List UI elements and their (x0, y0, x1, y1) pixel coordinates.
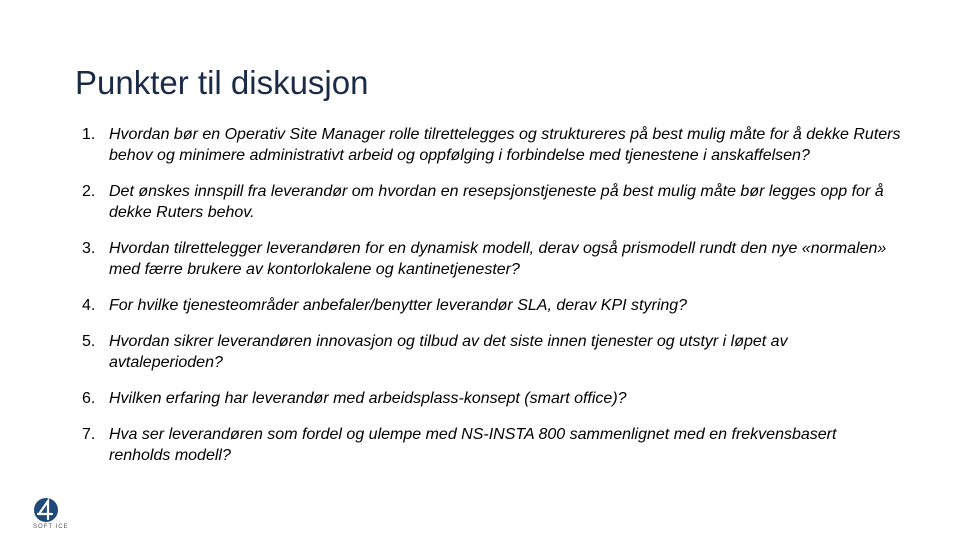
item-text: Hvordan sikrer leverandøren innovasjon og tilbud av det siste innen tjenester og utstyr i løpet av avtaleperioden? (109, 333, 788, 371)
item-number: 7. (82, 426, 96, 443)
item-number: 2. (82, 183, 96, 200)
item-number: 1. (82, 126, 96, 143)
list-item (82, 388, 902, 409)
list-item (82, 331, 902, 373)
item-number: 5. (82, 333, 96, 350)
discussion-list (82, 124, 902, 481)
list-item (82, 181, 902, 223)
item-number: 4. (82, 297, 96, 314)
item-text: Det ønskes innspill fra leverandør om hvordan en resepsjonstjeneste på best mulig måte bør legges opp for å dekke Ruters behov. (109, 183, 884, 221)
item-text: Hvordan bør en Operativ Site Manager rolle tilrettelegges og struktureres på best mulig måte for å dekke Ruters behov og minimere administrativt arbeid og oppfølging i forbindelse med tjenestene i anskaffelsen? (109, 126, 901, 164)
item-number: 3. (82, 240, 96, 257)
logo-caption: SOFT ICE (33, 524, 69, 530)
item-text: Hvordan tilrettelegger leverandøren for en dynamisk modell, derav også prismodell rundt den nye «normalen» med færre brukere av kontorlokalene og kantinetjenester? (109, 240, 887, 278)
slide-title: Punkter til diskusjon (75, 64, 369, 101)
item-text: Hvilken erfaring har leverandør med arbeidsplass-konsept (smart office)? (109, 390, 627, 407)
list-item (82, 295, 902, 316)
item-number: 6. (82, 390, 96, 407)
item-text: For hvilke tjenesteområder anbefaler/benytter leverandør SLA, derav KPI styring? (109, 297, 688, 314)
list-item (82, 238, 902, 280)
list-item (82, 424, 902, 466)
item-text: Hva ser leverandøren som fordel og ulempe med NS-INSTA 800 sammenlignet med en frekvensbasert renholds modell? (109, 426, 837, 464)
list-item (82, 124, 902, 166)
